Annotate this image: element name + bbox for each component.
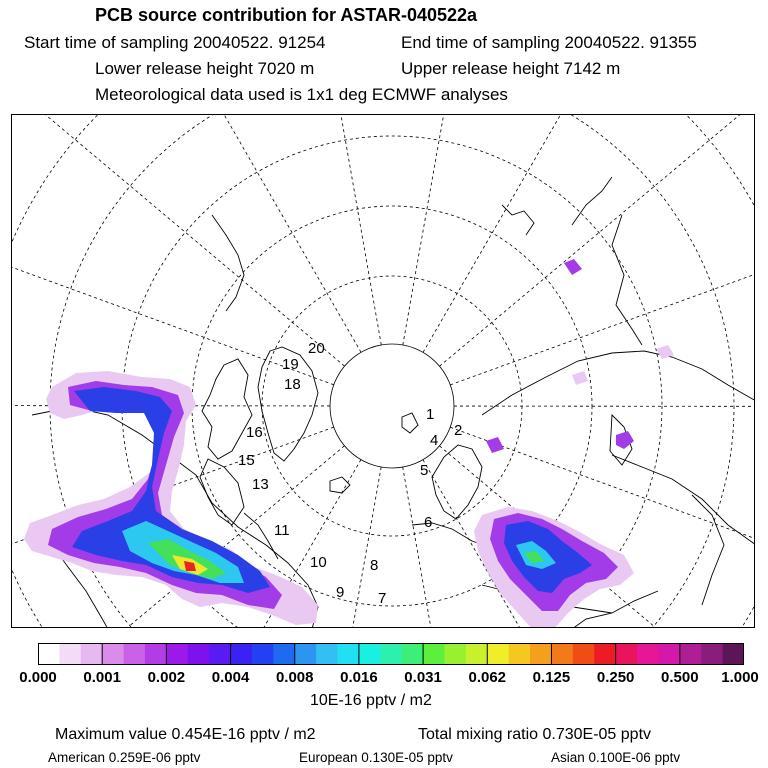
trajectory-label: 5 (420, 462, 429, 479)
colorbar-tick-label: 0.500 (661, 669, 699, 686)
trajectory-labels (238, 340, 462, 607)
meridian-line (12, 115, 345, 366)
colorbar-swatch (658, 643, 680, 665)
colorbar-swatch (466, 643, 488, 665)
colorbar-swatch (166, 643, 188, 665)
plume-asia-spot-4 (572, 371, 588, 385)
lower-release-height-text: Lower release height 7020 m (95, 59, 315, 78)
colorbar-swatch (723, 643, 744, 665)
total-mixing-ratio-text: Total mixing ratio 0.730E-05 pptv (418, 726, 652, 743)
colorbar (38, 643, 744, 665)
colorbar-swatch (102, 643, 124, 665)
trajectory-label: 11 (274, 522, 290, 539)
meridian-line (450, 115, 755, 385)
colorbar-tick-label: 0.002 (147, 669, 186, 686)
colorbar-swatch (423, 643, 445, 665)
trajectory-label: 16 (246, 424, 263, 441)
map-title: PCB source contribution for ASTAR-040522a (95, 5, 478, 25)
colorbar-tick-labels (0, 669, 768, 689)
asian-contribution-text: Asian 0.100E-06 pptv (551, 750, 681, 765)
meridian-line (440, 115, 755, 366)
meridian-line (454, 406, 755, 407)
colorbar-swatch (637, 643, 659, 665)
colorbar-tick-label: 0.001 (83, 669, 121, 686)
trajectory-label: 8 (370, 557, 379, 574)
colorbar-swatch (573, 643, 595, 665)
colorbar-tick-label: 0.125 (532, 669, 571, 686)
coast-india (692, 495, 724, 605)
colorbar-tick-label: 0.004 (211, 669, 250, 686)
colorbar-swatch (551, 643, 573, 665)
plume-asia-spot-2 (564, 259, 582, 275)
end-time-text: End time of sampling 20040522. 91355 (401, 33, 697, 52)
colorbar-swatch (701, 643, 723, 665)
colorbar-swatch (252, 643, 274, 665)
colorbar-swatch (316, 643, 338, 665)
meridian-line (423, 115, 755, 352)
colorbar-swatch (509, 643, 531, 665)
trajectory-label: 18 (284, 376, 301, 393)
coast-labrador (244, 513, 278, 559)
colorbar-swatch (616, 643, 638, 665)
colorbar-unit: 10E-16 pptv / m2 (310, 692, 432, 709)
colorbar-swatch (209, 643, 231, 665)
trajectory-label: 15 (238, 452, 255, 469)
colorbar-tick-label: 0.008 (275, 669, 314, 686)
colorbar-swatch (59, 643, 81, 665)
map-panel (11, 114, 755, 628)
trajectory-label: 13 (252, 476, 269, 493)
plume-field (24, 259, 674, 628)
trajectory-label: 6 (424, 514, 433, 531)
colorbar-tick-label: 1.000 (721, 669, 759, 686)
colorbar-swatch (145, 643, 167, 665)
latitude-circle (330, 344, 454, 468)
latitude-circle (262, 276, 522, 536)
colorbar-swatch (402, 643, 424, 665)
meridian-line (237, 115, 382, 345)
colorbar-tick-label: 0.016 (340, 669, 378, 686)
trajectory-label: 1 (426, 406, 435, 423)
colorbar-swatch (124, 643, 146, 665)
coast-kamchatka (572, 177, 612, 225)
colorbar-tick-label: 0.062 (468, 669, 507, 686)
trajectory-label: 10 (310, 554, 327, 571)
trajectory-label: 2 (454, 422, 463, 439)
coast-siberia (482, 351, 755, 415)
colorbar-swatch (38, 643, 60, 665)
trajectory-label: 7 (378, 590, 387, 607)
coast-scandinavia (432, 445, 482, 519)
colorbar-tick-label: 0.250 (596, 669, 635, 686)
coast-svalbard (402, 413, 418, 433)
european-contribution-text: European 0.130E-05 pptv (299, 750, 453, 765)
colorbar-swatch (680, 643, 702, 665)
meteorological-data-text: Meteorological data used is 1x1 deg ECMWF analyses (95, 85, 508, 104)
meridian-line (12, 115, 334, 385)
colorbar-tick-label: 0.031 (404, 669, 442, 686)
american-contribution-text: American 0.259E-06 pptv (48, 750, 201, 765)
colorbar-swatch (444, 643, 466, 665)
coast-arabia (612, 455, 755, 545)
maximum-value-text: Maximum value 0.454E-16 pptv / m2 (55, 726, 316, 743)
trajectory-label: 9 (336, 584, 345, 601)
colorbar-swatch (188, 643, 210, 665)
colorbar-swatch (359, 643, 381, 665)
colorbar-tick-label: 0.000 (19, 669, 57, 686)
colorbar-swatch (295, 643, 317, 665)
trajectory-label: 19 (282, 356, 299, 373)
upper-release-height-text: Upper release height 7142 m (401, 59, 621, 78)
colorbar-swatch (273, 643, 295, 665)
trajectory-label: 20 (308, 340, 325, 357)
coast-canada-arctic (202, 359, 252, 459)
trajectory-label: 4 (430, 432, 439, 449)
coast-asia-east (612, 215, 642, 345)
colorbar-swatch (594, 643, 616, 665)
coast-alaska (212, 215, 244, 311)
colorbar-swatch (338, 643, 360, 665)
coast-japan (502, 205, 534, 235)
colorbar-swatch (231, 643, 253, 665)
colorbar-swatch (530, 643, 552, 665)
colorbar-swatch (81, 643, 103, 665)
start-time-text: Start time of sampling 20040522. 91254 (24, 33, 326, 52)
coast-iceland (330, 477, 350, 493)
plume-arctic-spot (486, 437, 504, 453)
colorbar-swatch (487, 643, 509, 665)
polar-map (12, 115, 755, 628)
colorbar-swatch (380, 643, 402, 665)
